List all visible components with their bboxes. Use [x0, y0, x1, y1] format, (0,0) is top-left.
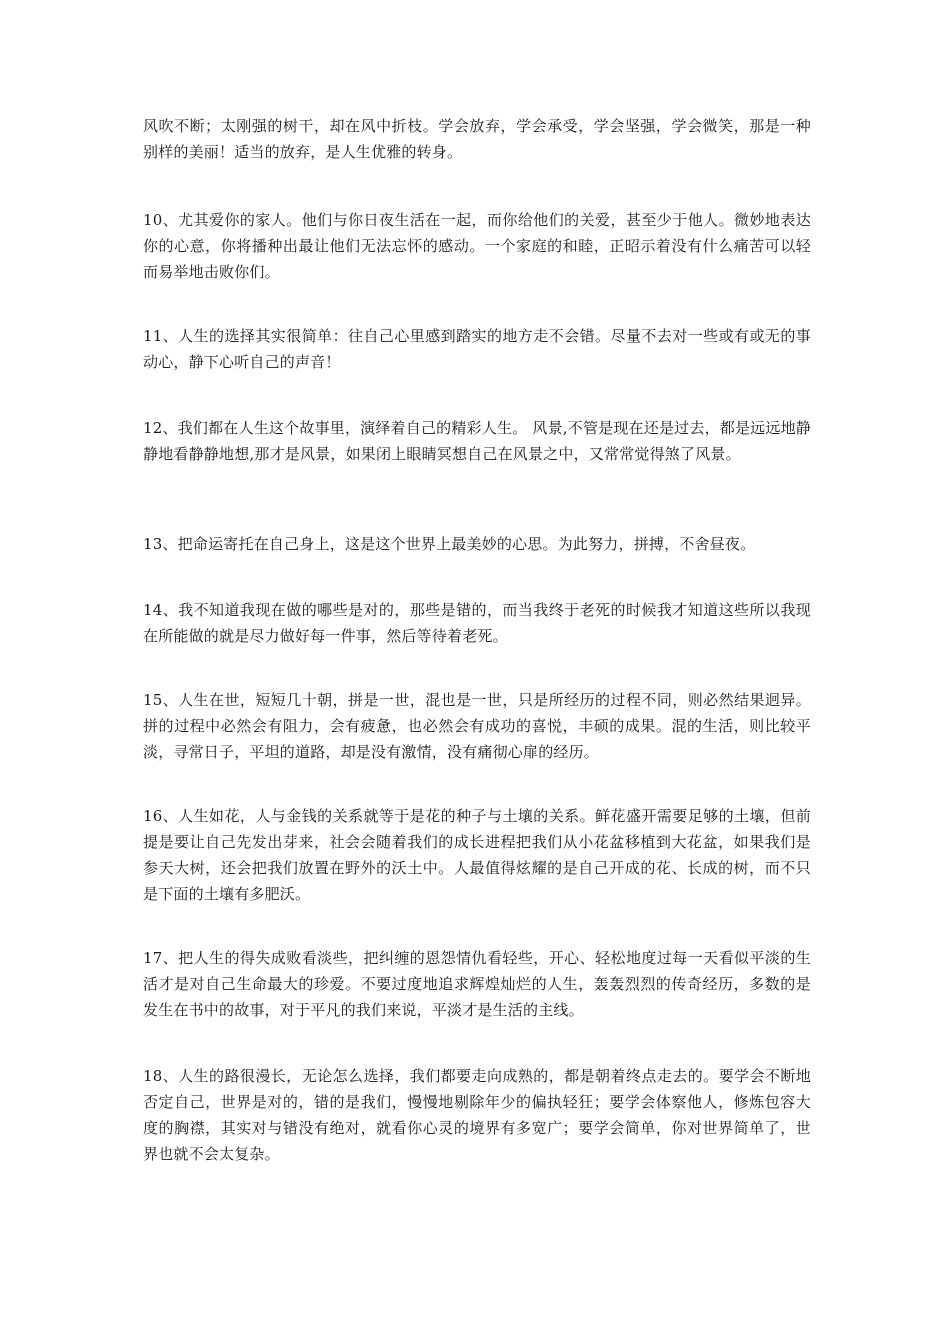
- paragraph-17: 17、把人生的得失成败看淡些，把纠缠的恩怨情仇看轻些，开心、轻松地度过每一天看似平淡的生活才是对自己生命最大的珍爱。不要过度地追求辉煌灿烂的人生，轰轰烈烈的传奇经历，多数的是发生在书中的故事，对于平凡的我们来说，平淡才是生活的主线。: [143, 949, 811, 1019]
- paragraph-11: 11、人生的选择其实很简单：往自己心里感到踏实的地方走不会错。尽量不去对一些或有或无的事动心，静下心听自己的声音！: [143, 327, 811, 371]
- paragraph-13: 13、把命运寄托在自己身上，这是这个世界上最美妙的心思。为此努力，拼搏，不舍昼夜。: [143, 535, 756, 553]
- paragraph-16: 16、人生如花，人与金钱的关系就等于是花的种子与土壤的关系。鲜花盛开需要足够的土壤，但前提是要让自己先发出芽来，社会会随着我们的成长进程把我们从小花盆移植到大花盆，如果我们是参天大树，还会把我们放置在野外的沃土中。人最值得炫耀的是自己开成的花、长成的树，而不只是下面的土壤有多肥沃。: [143, 807, 811, 903]
- paragraph-9-continued: 风吹不断；太刚强的树干，却在风中折枝。学会放弃，学会承受，学会坚强，学会微笑，那是一种别样的美丽！适当的放弃，是人生优雅的转身。: [143, 117, 811, 161]
- paragraph-14: 14、我不知道我现在做的哪些是对的，那些是错的，而当我终于老死的时候我才知道这些所以我现在所能做的就是尽力做好每一件事，然后等待着老死。: [143, 601, 811, 645]
- paragraph-12: 12、我们都在人生这个故事里，演绎着自己的精彩人生。 风景,不管是现在还是过去，都是远远地静静地看静静地想,那才是风景，如果闭上眼睛冥想自己在风景之中，又常常觉得煞了风景。: [143, 419, 811, 463]
- paragraph-10: 10、尤其爱你的家人。他们与你日夜生活在一起，而你给他们的关爱，甚至少于他人。微妙地表达你的心意，你将播种出最让他们无法忘怀的感动。一个家庭的和睦，正昭示着没有什么痛苦可以轻而易举地击败你们。: [143, 211, 811, 281]
- paragraph-15: 15、人生在世，短短几十朝，拼是一世，混也是一世，只是所经历的过程不同，则必然结果迥异。拼的过程中必然会有阻力，会有疲惫，也必然会有成功的喜悦，丰硕的成果。混的生活，则比较平淡，寻常日子，平坦的道路，却是没有激情，没有痛彻心扉的经历。: [143, 691, 811, 761]
- paragraph-18: 18、人生的路很漫长，无论怎么选择，我们都要走向成熟的，都是朝着终点走去的。要学会不断地否定自己，世界是对的，错的是我们，慢慢地剔除年少的偏执轻狂；要学会体察他人，修炼包容大度的胸襟，其实对与错没有绝对，就看你心灵的境界有多宽广；要学会简单，你对世界简单了，世界也就不会太复杂。: [143, 1067, 811, 1163]
